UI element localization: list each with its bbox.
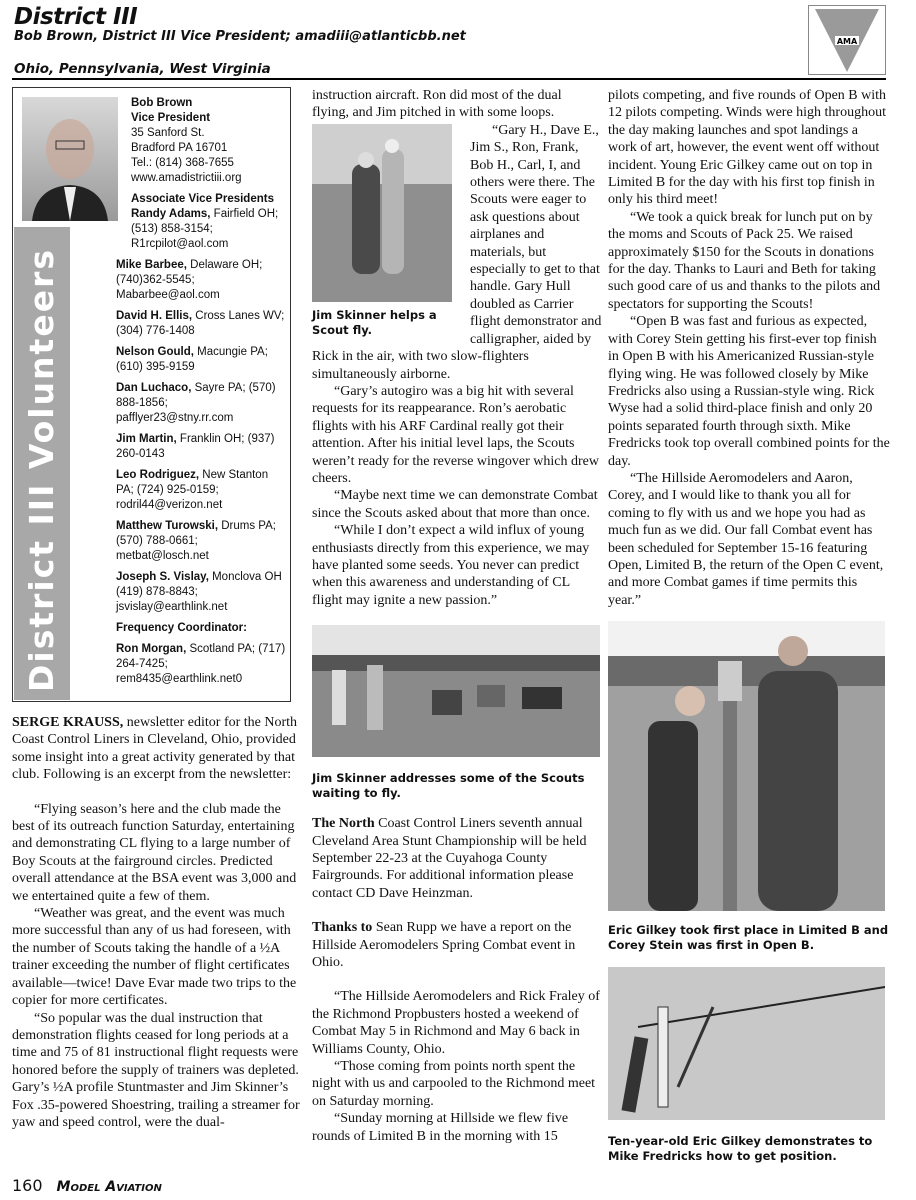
volunteer-entry: Matthew Turowski, Drums PA; (570) 788-0661; metbat@losch.net [116,520,276,562]
vp-phone: Tel.: (814) 368-7655 [131,157,234,169]
paragraph: pilots competing, and five rounds of Open B with 12 pilots competing. Winds were high throughout the day making launches and spot landings a work of art, however, the event went off without incident. Young Eric Gilkey came out on top in Limited B for the day with his first top finish in only his third meet! [608,88,887,208]
column-2 [312,87,602,1145]
paragraph: “Flying season’s here and the club made the best of its outreach function Saturday, entertaining and demonstrating CL flying to a large number of Boy Scouts at the fairground circles. Predicted overall attendance at the BSA event was 3,000 and we entertained quite a few of them. [12,801,297,904]
paragraph: “So popular was the dual instruction that demonstration flights ceased for long periods at a time and 75 of 81 instructional flight requests were honored before the supply of trainers was depleted. Gary’s ½A profile Stuntmaster and Jim Skinner’s Fox .35-powered Shoestring, trailing a streamer for yaw and speed control, were the dual- [12,1010,300,1130]
volunteers-band [14,227,70,700]
figure-skinner-scout [312,122,460,338]
volunteers-list [116,96,288,687]
paragraph: “Open B was fast and furious as expected, with Corey Stein getting his first-ever top finish in Open B with his Americanized Russian-style flying wing. He was followed closely by Mike Fredricks also using a Russian-style wing. Rick Wyse had a solid third-place finish and only 20 points separated fourth through sixth. Mike Fredricks took top overall combined points for the day. [608,314,890,469]
paragraph: “Sunday morning at Hillside we flew five rounds of Limited B in the morning with 15 [312,1111,569,1144]
article-col2-bottom [312,815,602,1145]
paragraph: “We took a quick break for lunch put on by the moms and Scouts of Pack 25. We raised approximately $150 for the Scouts in donations for the day. Thanks to Lauri and Beth for taking such good care of us and thanks to the pilots and spectators for supporting the Scouts! [608,209,881,312]
paragraph: “The Hillside Aeromodelers and Rick Fraley of the Richmond Propbusters hosted a weekend of Combat May 5 in Richmond and May 6 back in Williams County, Ohio. [312,989,600,1057]
photo-skinner-addresses-scouts [312,625,600,757]
volunteer-entry: Nelson Gould, Macungie PA; (610) 395-9159 [116,346,268,373]
paragraph: Thanks to Sean Rupp we have a report on the Hillside Aeromodelers Spring Combat event in Ohio. [312,920,576,971]
page-footer [12,1168,304,1195]
caption: Jim Skinner helps a Scout fly. [312,307,437,337]
paragraph: “Maybe next time we can demonstrate Combat since the Scouts asked about that more than once. [312,488,598,521]
photo-gilkey-stein-trophy [608,621,885,911]
volunteer-entry: Randy Adams, Fairfield OH; (513) 858-3154; R1rcpilot@aol.com [131,208,279,250]
district-vp-line: Bob Brown, District III Vice President; amadiii@atlanticbb.net [14,29,466,44]
volunteer-entry: Jim Martin, Franklin OH; (937) 260-0143 [116,433,275,460]
caption: Eric Gilkey took first place in Limited B and Corey Stein was first in Open B. [608,923,889,953]
column-1 [12,87,304,1195]
volunteer-entry: Leo Rodriguez, New Stanton PA; (724) 925-0159; rodril44@verizon.net [116,469,269,511]
svg-text:AMA: AMA [836,37,858,46]
article-col2-top [312,87,602,609]
page-number: 160 [12,1176,43,1195]
freq-coordinator: Ron Morgan, Scotland PA; (717) 264-7425; rem8435@earthlink.net0 [116,643,286,685]
bob-brown-photo [22,97,118,221]
vp-website[interactable]: www.amadistrictiii.org [131,172,242,184]
volunteer-entry: Dan Luchaco, Sayre PA; (570) 888-1856; pafflyer23@stny.rr.com [116,382,276,424]
paragraph: “Weather was great, and the event was much more successful than any of us had foreseen, with the number of Scouts taking the handle of a ½A trainer exceeding the number of flight certificates available—twice! Dave Evar made two trips to the copier for more certificates. [12,906,297,1009]
district-states: Ohio, Pennsylvania, West Virginia [14,61,271,77]
vp-title: Vice President [131,112,211,124]
photo-skinner-helps-scout [312,124,452,302]
paragraph: “Those coming from points north spent the night with us and carpooled to the Richmond meet on Saturday morning. [312,1059,596,1109]
paragraph: “The Hillside Aeromodelers and Aaron, Corey, and I would like to thank you all for coming to fly with us and we hope you had as much fun as we did. Our fall Combat event has been scheduled for September 15-16 featuring Open, Limited B, the return of the Open C event, and more Combat games if time permits this year.” [608,470,884,608]
article-col1 [12,714,304,1131]
photo-gilkey-demonstrates [608,967,885,1120]
vp-contact [116,96,288,186]
article-intro: SERGE KRAUSS, newsletter editor for the North Coast Control Liners in Cleveland, Ohio, provided some insight into a great activity generated by that club. Following is an excerpt from the newsletter: [12,715,298,783]
volunteer-entry: Joseph S. Vislay, Monclova OH (419) 878-8843; jsvislay@earthlink.net [116,571,282,613]
vp-address: 35 Sanford St. [131,127,205,139]
paragraph: “While I don’t expect a wild influx of young enthusiasts directly from this experience, we may have planted some seeds. You never can predict when this awareness and understanding of CL flight may ignite a new passion.” [312,523,590,608]
magazine-name: Model Aviation [56,1179,162,1195]
volunteers-band-title: District III Volunteers [22,248,61,693]
caption: Ten-year-old Eric Gilkey demonstrates to Mike Fredricks how to get position. [608,1134,873,1164]
header-rule [12,78,886,80]
volunteer-entry: Mike Barbee, Delaware OH; (740)362-5545; Mabarbee@aol.com [116,259,263,301]
paragraph: instruction aircraft. Ron did most of the dual flying, and Jim pitched in with some loops. [312,88,562,121]
volunteers-box [12,87,291,702]
column-3 [608,87,890,1164]
caption: Jim Skinner addresses some of the Scouts waiting to fly. [312,771,585,801]
paragraph: “Gary H., Dave E., Jim S., Ron, Frank, Bob H., Carl, I, and others were there. The Scouts were eager to ask questions about airplanes and materials, but especially to get to that handle. Gary Hull doubled as Carrier flight demonstrator and calligrapher, aided by Rick in the air, with two slow-flighters simultaneously airborne. [312,122,602,382]
freq-heading: Frequency Coordinator: [116,622,247,634]
volunteer-entry: David H. Ellis, Cross Lanes WV; (304) 776-1408 [116,310,285,337]
page-title: District III [14,4,138,30]
article-col3 [608,87,890,609]
paragraph: The North Coast Control Liners seventh annual Cleveland Area Stunt Championship will be held September 22-23 at the Cuyahoga County Fairgrounds. For additional information please contact CD Dave Heinzman. [312,816,587,901]
paragraph: “Gary’s autogiro was a big hit with several requests for its reappearance. Ron’s aerobatic flights with his ARF Cardinal really got their attention. After his initial level laps, the Scouts weren’t ready for the reverse wingover which drew cheers. [312,383,600,486]
vp-name: Bob Brown [131,97,193,109]
ama-district-logo [808,5,886,75]
vp-city: Bradford PA 16701 [131,142,228,154]
assoc-vp-heading: Associate Vice Presidents [131,193,274,205]
